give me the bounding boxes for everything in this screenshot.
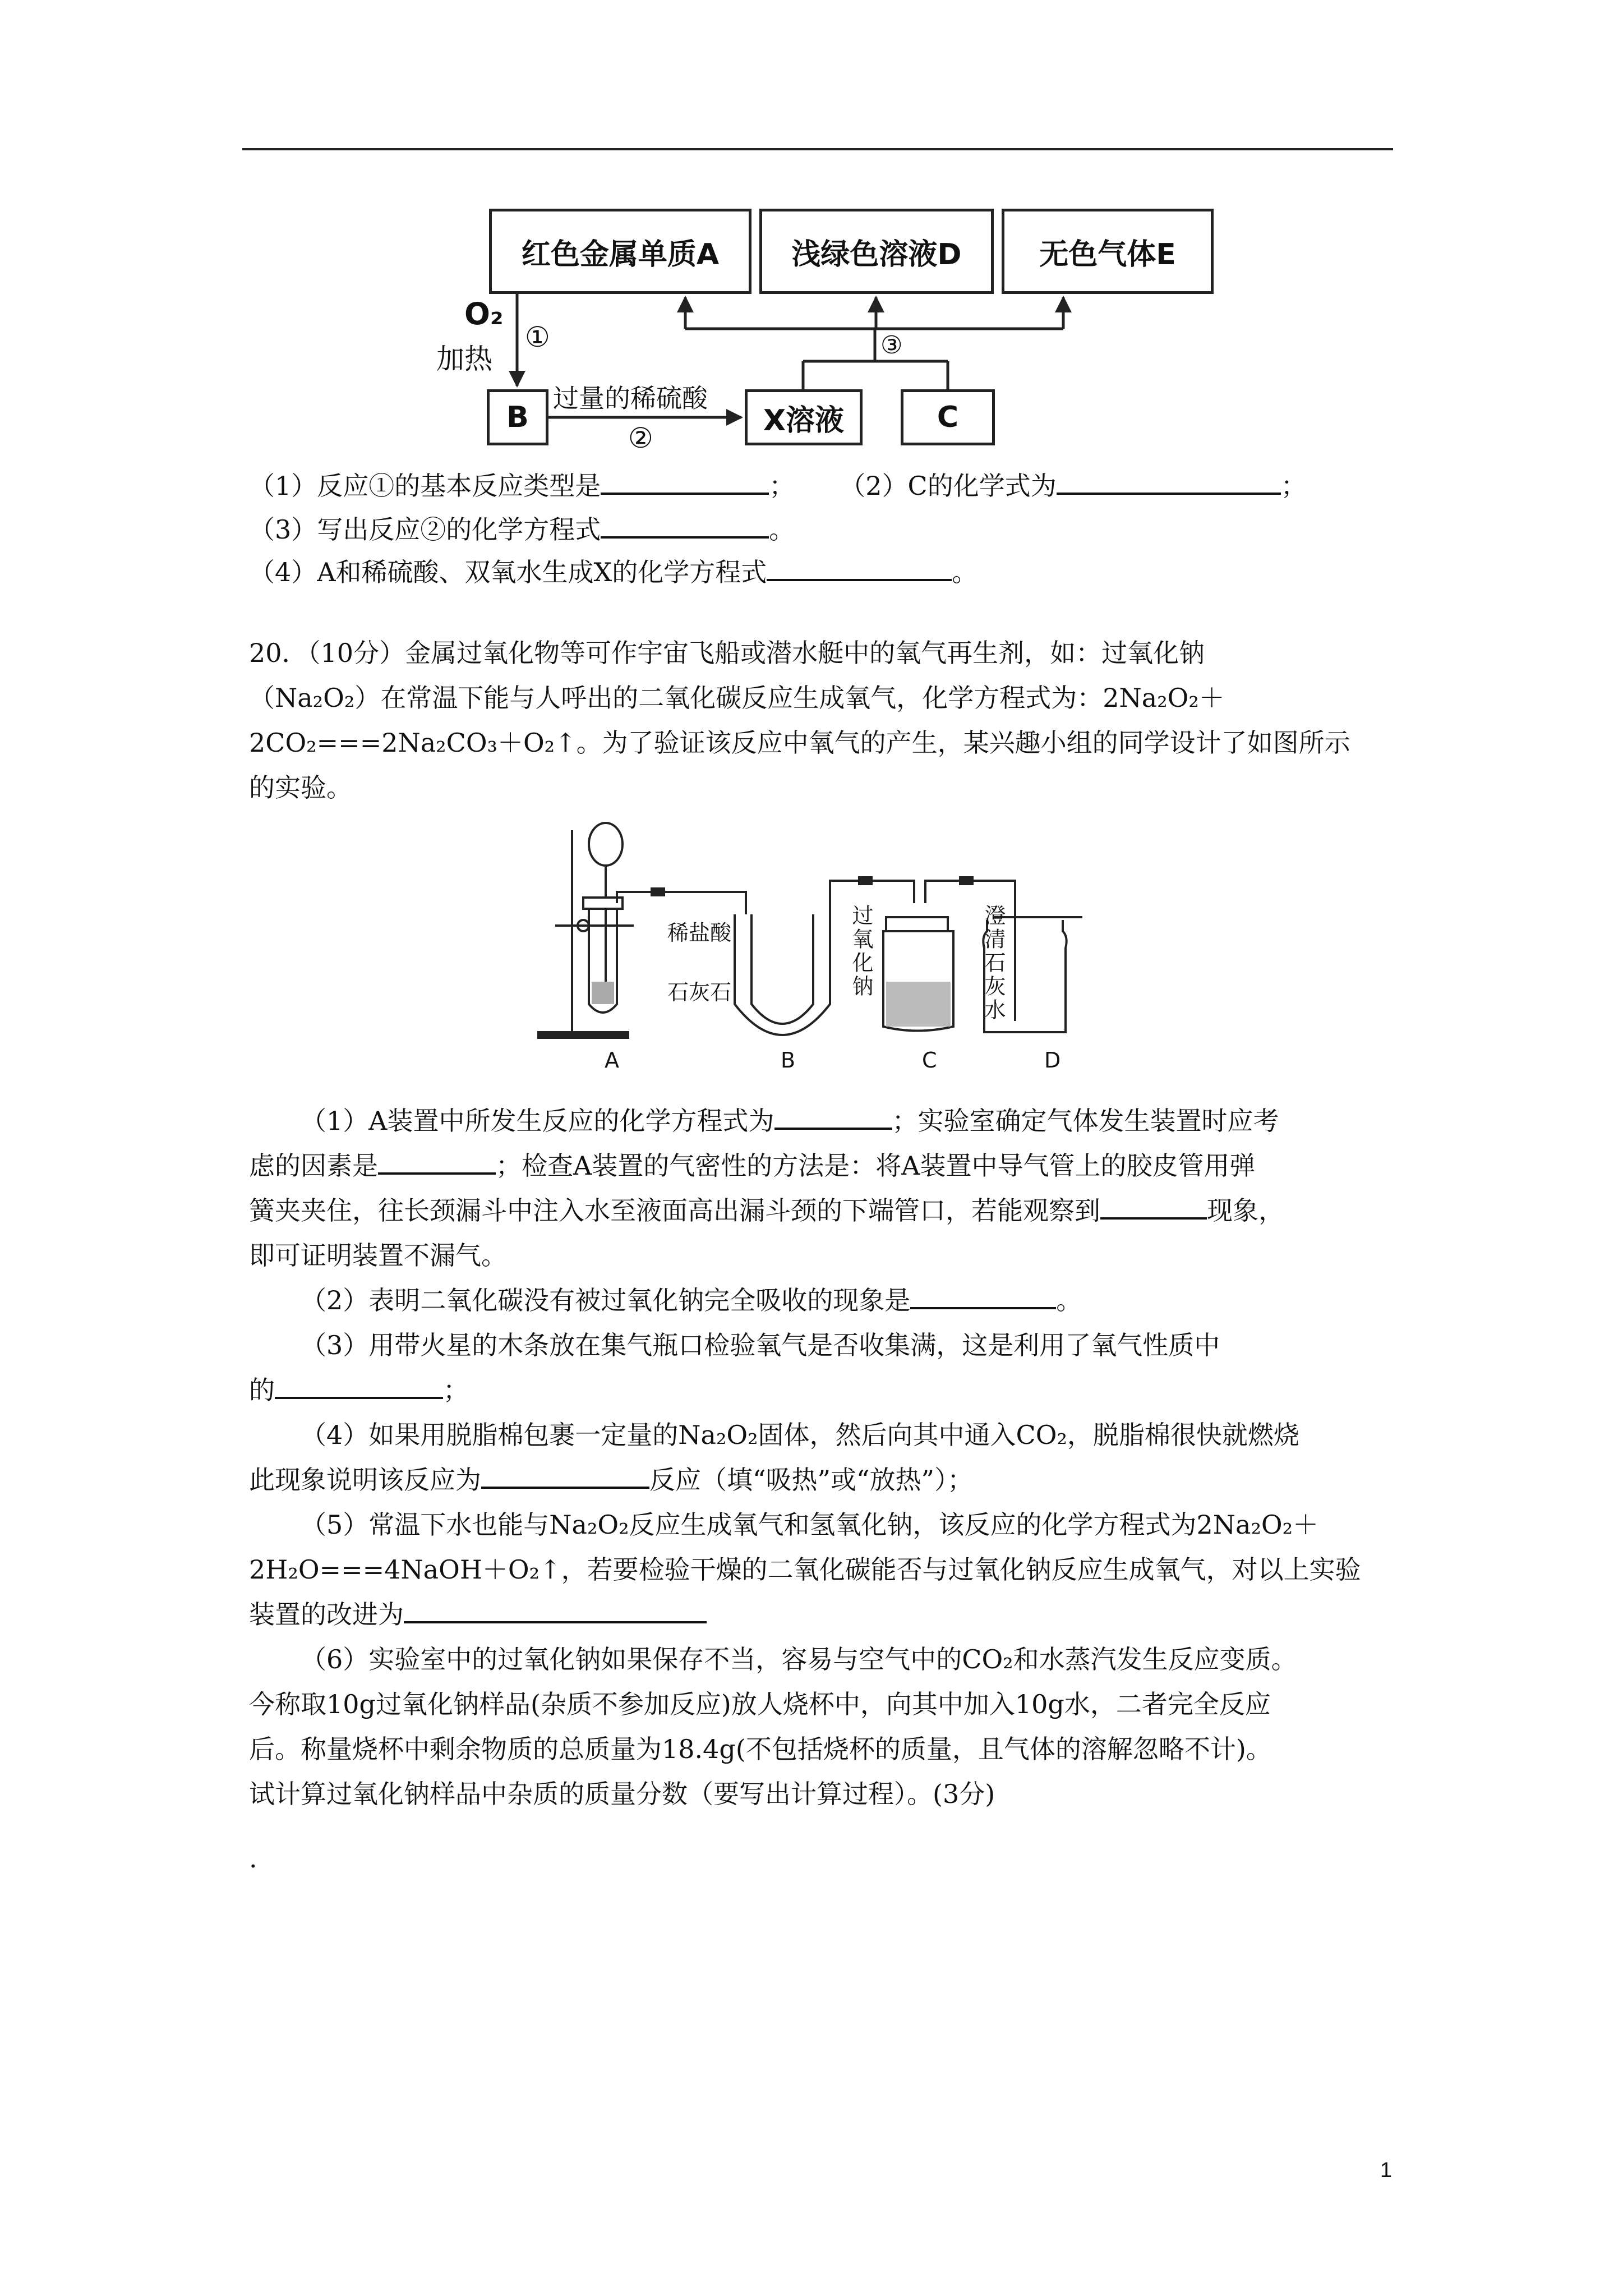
- q20-part-1-text: （1）A装置中所发生反应的化学方程式为: [301, 1106, 774, 1136]
- answer-blank[interactable]: [601, 470, 769, 495]
- label-sodium-peroxide: 过氧化钠: [849, 904, 873, 999]
- q20-part-1-text-f: 现象，: [1207, 1195, 1284, 1226]
- label-limestone: 石灰石: [667, 980, 732, 1005]
- answer-blank[interactable]: [1057, 470, 1281, 495]
- q20-part-5-text: 装置的改进为: [249, 1599, 404, 1630]
- q19-line-1: [249, 470, 1307, 499]
- q19-item-4-end: 。: [952, 557, 978, 587]
- label-d: D: [1044, 1048, 1061, 1073]
- label-step-2: ②: [628, 422, 653, 454]
- q20-intro-line-2: （Na₂O₂）在常温下能与人呼出的二氧化碳反应生成氧气，化学方程式为：2Na₂O₂＋: [249, 683, 1225, 713]
- q20-part-4-text: 此现象说明该反应为: [249, 1465, 481, 1495]
- box-b: B: [487, 389, 548, 445]
- answer-blank[interactable]: [774, 1105, 892, 1130]
- q20-part-3-line-1: （3）用带火星的木条放在集气瓶口检验氧气是否收集满，这是利用了氧气性质中: [301, 1330, 1220, 1360]
- q20-part-4-end: 反应（填“吸热”或“放热”）；: [649, 1465, 974, 1495]
- q20-part-1-line-2: [249, 1143, 1361, 1188]
- q19-end: ；: [1280, 471, 1307, 501]
- label-step-3: ③: [880, 331, 903, 360]
- label-b: B: [781, 1048, 796, 1073]
- box-colorless-gas-e: 无色气体E: [1002, 209, 1214, 294]
- q20-part-2-end: 。: [1056, 1285, 1082, 1315]
- label-limewater: 澄清石灰水: [981, 904, 1006, 1022]
- q20-part-5-line-3: [249, 1592, 1361, 1637]
- q19-item-4-text: （4）A和稀硫酸、双氧水生成X的化学方程式: [249, 557, 767, 587]
- q20-part-5-line-2: 2H₂O===4NaOH＋O₂↑，若要检验干燥的二氧化碳能否与过氧化钠反应生成氧气，对以上实验: [249, 1554, 1361, 1585]
- q20-part-1-line-4: 即可证明装置不漏气。: [249, 1240, 507, 1271]
- q20-part-1-text-d: ；检查A装置的气密性的方法是：将A装置中导气管上的胶皮管用弹: [496, 1151, 1256, 1181]
- q20-part-2-text: （2）表明二氧化碳没有被过氧化钠完全吸收的现象是: [301, 1285, 911, 1315]
- q20-part-3-line-2: [249, 1368, 1361, 1412]
- q20-part-1-line-3: [249, 1188, 1361, 1233]
- q19-item-1-text: （1）反应①的基本反应类型是: [249, 471, 601, 501]
- q19-item-2-text: （2）C的化学式为: [840, 471, 1057, 501]
- label-heat: 加热: [436, 343, 492, 375]
- q20-part-6-line-2: 今称取10g过氧化钠样品(杂质不参加反应)放人烧杯中，向其中加入10g水，二者完全反应: [249, 1689, 1271, 1719]
- answer-blank[interactable]: [601, 514, 769, 539]
- flowchart-arrows: [0, 0, 1623, 505]
- q20-part-1-line-1: [249, 1098, 1361, 1143]
- box-green-solution-d: 浅绿色溶液D: [759, 209, 994, 294]
- label-a: A: [605, 1048, 619, 1073]
- q20-part-6-line-3: 后。称量烧杯中剩余物质的总质量为18.4g(不包括烧杯的质量，且气体的溶解忽略不计)。: [249, 1734, 1272, 1764]
- q19-item-3-text: （3）写出反应②的化学方程式: [249, 514, 601, 545]
- q19-line-3: [249, 514, 795, 545]
- answer-blank[interactable]: [404, 1599, 707, 1623]
- q20-intro-line-1: 20．（10分）金属过氧化物等可作宇宙飞船或潜水艇中的氧气再生剂，如：过氧化钠: [249, 638, 1205, 668]
- q20-intro-line-4: 的实验。: [249, 772, 352, 803]
- answer-blank[interactable]: [910, 1285, 1056, 1309]
- q20-part-4-line-1: （4）如果用脱脂棉包裹一定量的Na₂O₂固体，然后向其中通入CO₂，脱脂棉很快就燃烧: [301, 1420, 1299, 1450]
- q19-separator: ；: [769, 471, 795, 501]
- q20-part-1-text-e: 簧夹夹住，往长颈漏斗中注入水至液面高出漏斗颈的下端管口，若能观察到: [249, 1195, 1100, 1226]
- q20-part-1-text-b: ；实验室确定气体发生装置时应考: [892, 1106, 1279, 1136]
- q20-part-2: [249, 1278, 1361, 1323]
- q20-part-4-line-2: [249, 1457, 1361, 1502]
- box-c: C: [901, 389, 995, 445]
- answer-blank[interactable]: [481, 1464, 649, 1489]
- q20-parts: [249, 1098, 1361, 1816]
- label-dilute-acid: 过量的稀硫酸: [553, 383, 708, 413]
- q19-line-4: [249, 556, 978, 585]
- q20-part-6-line-1: （6）实验室中的过氧化钠如果保存不当，容易与空气中的CO₂和水蒸汽发生反应变质。: [301, 1644, 1297, 1674]
- box-red-metal-a: 红色金属单质A: [489, 209, 751, 294]
- answer-blank[interactable]: [767, 556, 952, 581]
- q20-part-5-line-1: （5）常温下水也能与Na₂O₂反应生成氧气和氢氧化钠，该反应的化学方程式为2Na₂O₂＋: [301, 1510, 1319, 1540]
- label-o2: O₂: [464, 296, 504, 332]
- q20-part-3-text: 的: [249, 1375, 275, 1405]
- answer-blank[interactable]: [1100, 1195, 1207, 1220]
- footer-dot: .: [249, 1843, 257, 1874]
- label-hydrochloric-acid: 稀盐酸: [667, 921, 732, 945]
- label-c: C: [922, 1048, 937, 1073]
- q20-intro-line-3: 2CO₂===2Na₂CO₃＋O₂↑。为了验证该反应中氧气的产生，某兴趣小组的同学设计了如图所示: [249, 728, 1350, 758]
- page-number: 1: [1380, 2159, 1392, 2182]
- q20-part-3-end: ；: [443, 1375, 469, 1405]
- answer-blank[interactable]: [275, 1374, 443, 1399]
- apparatus-diagram: [527, 819, 1122, 1083]
- box-x-solution: X溶液: [745, 389, 863, 445]
- q20-part-1-text-c: 虑的因素是: [249, 1151, 378, 1181]
- answer-blank[interactable]: [378, 1150, 496, 1175]
- label-step-1: ①: [525, 321, 550, 353]
- q19-item-3-end: 。: [769, 514, 795, 545]
- q20-intro: [249, 631, 1350, 810]
- q20-part-6-line-4: 试计算过氧化钠样品中杂质的质量分数（要写出计算过程）。(3分): [249, 1779, 995, 1809]
